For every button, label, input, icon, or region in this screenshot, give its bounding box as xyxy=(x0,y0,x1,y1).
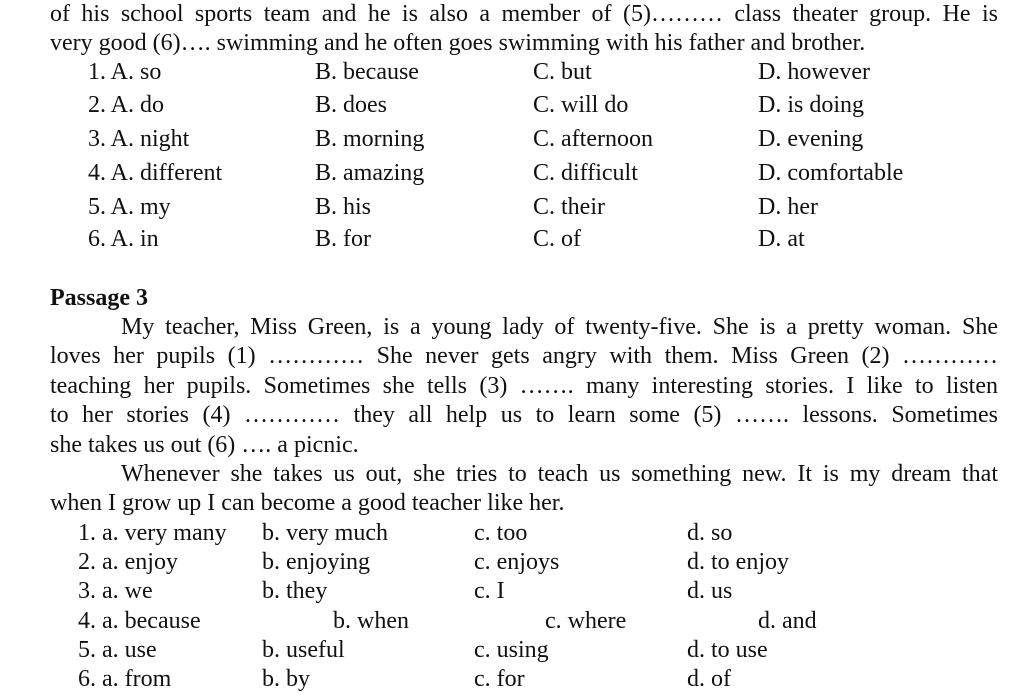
option-a: 2. a. enjoy xyxy=(78,549,178,575)
option-c: c. for xyxy=(474,666,525,692)
passage2-line-2: very good (6)…. swimming and he often goes swimming with his father and brother. xyxy=(50,30,866,56)
option-a: 1. a. very many xyxy=(78,520,227,546)
option-c: C. their xyxy=(533,194,605,220)
option-c: C. will do xyxy=(533,92,629,118)
option-a: 6. a. from xyxy=(78,666,172,692)
passage3-line-6: Whenever she takes us out, she tries to teach us something new. It is my dream that xyxy=(121,461,998,487)
option-a: 4. A. different xyxy=(88,160,223,186)
option-c: c. I xyxy=(474,578,505,604)
option-c: C. of xyxy=(533,226,581,252)
option-b: b. when xyxy=(333,608,409,634)
option-b: B. his xyxy=(315,194,372,220)
option-d: D. at xyxy=(758,226,805,252)
option-a: 3. a. we xyxy=(78,578,153,604)
option-d: D. her xyxy=(758,194,818,220)
option-d: d. to use xyxy=(687,637,768,663)
option-a: 5. A. my xyxy=(88,194,171,220)
passage3-line-7: when I grow up I can become a good teacher like her. xyxy=(50,490,565,516)
option-b: B. for xyxy=(315,226,371,252)
passage3-line-5: she takes us out (6) …. a picnic. xyxy=(50,432,359,458)
option-d: D. is doing xyxy=(758,92,865,118)
option-b: b. very much xyxy=(262,520,388,546)
option-c: c. where xyxy=(545,608,627,634)
option-b: B. because xyxy=(315,59,419,85)
option-b: B. morning xyxy=(315,126,425,152)
passage2-line-1: of his school sports team and he is also a member of (5)……… class theater group. He is xyxy=(50,1,998,27)
option-a: 2. A. do xyxy=(88,92,165,118)
option-d: d. to enjoy xyxy=(687,549,789,575)
option-a: 6. A. in xyxy=(88,226,159,252)
option-a: 1. A. so xyxy=(88,59,162,85)
option-c: C. afternoon xyxy=(533,126,653,152)
option-c: C. difficult xyxy=(533,160,638,186)
option-c: c. using xyxy=(474,637,549,663)
option-b: b. enjoying xyxy=(262,549,370,575)
option-b: b. by xyxy=(262,666,310,692)
passage3-line-2: loves her pupils (1) ………… She never gets angry with them. Miss Green (2) ………… xyxy=(50,343,998,369)
passage3-heading: Passage 3 xyxy=(50,285,148,311)
option-d: d. and xyxy=(758,608,817,634)
option-d: D. however xyxy=(758,59,870,85)
option-d: d. so xyxy=(687,520,733,546)
option-a: 4. a. because xyxy=(78,608,201,634)
option-b: B. does xyxy=(315,92,387,118)
passage3-line-1: My teacher, Miss Green, is a young lady of twenty-five. She is a pretty woman. She xyxy=(121,314,998,340)
option-d: d. us xyxy=(687,578,733,604)
option-a: 5. a. use xyxy=(78,637,157,663)
option-c: c. enjoys xyxy=(474,549,560,575)
option-b: b. useful xyxy=(262,637,345,663)
option-a: 3. A. night xyxy=(88,126,190,152)
option-d: D. evening xyxy=(758,126,864,152)
option-b: b. they xyxy=(262,578,328,604)
option-c: C. but xyxy=(533,59,592,85)
option-d: d. of xyxy=(687,666,731,692)
option-d: D. comfortable xyxy=(758,160,904,186)
option-c: c. too xyxy=(474,520,528,546)
passage3-line-3: teaching her pupils. Sometimes she tells (3) ……. many interesting stories. I like to listen xyxy=(50,373,998,399)
option-b: B. amazing xyxy=(315,160,425,186)
passage3-line-4: to her stories (4) ………… they all help us to learn some (5) ……. lessons. Sometimes xyxy=(50,402,998,428)
